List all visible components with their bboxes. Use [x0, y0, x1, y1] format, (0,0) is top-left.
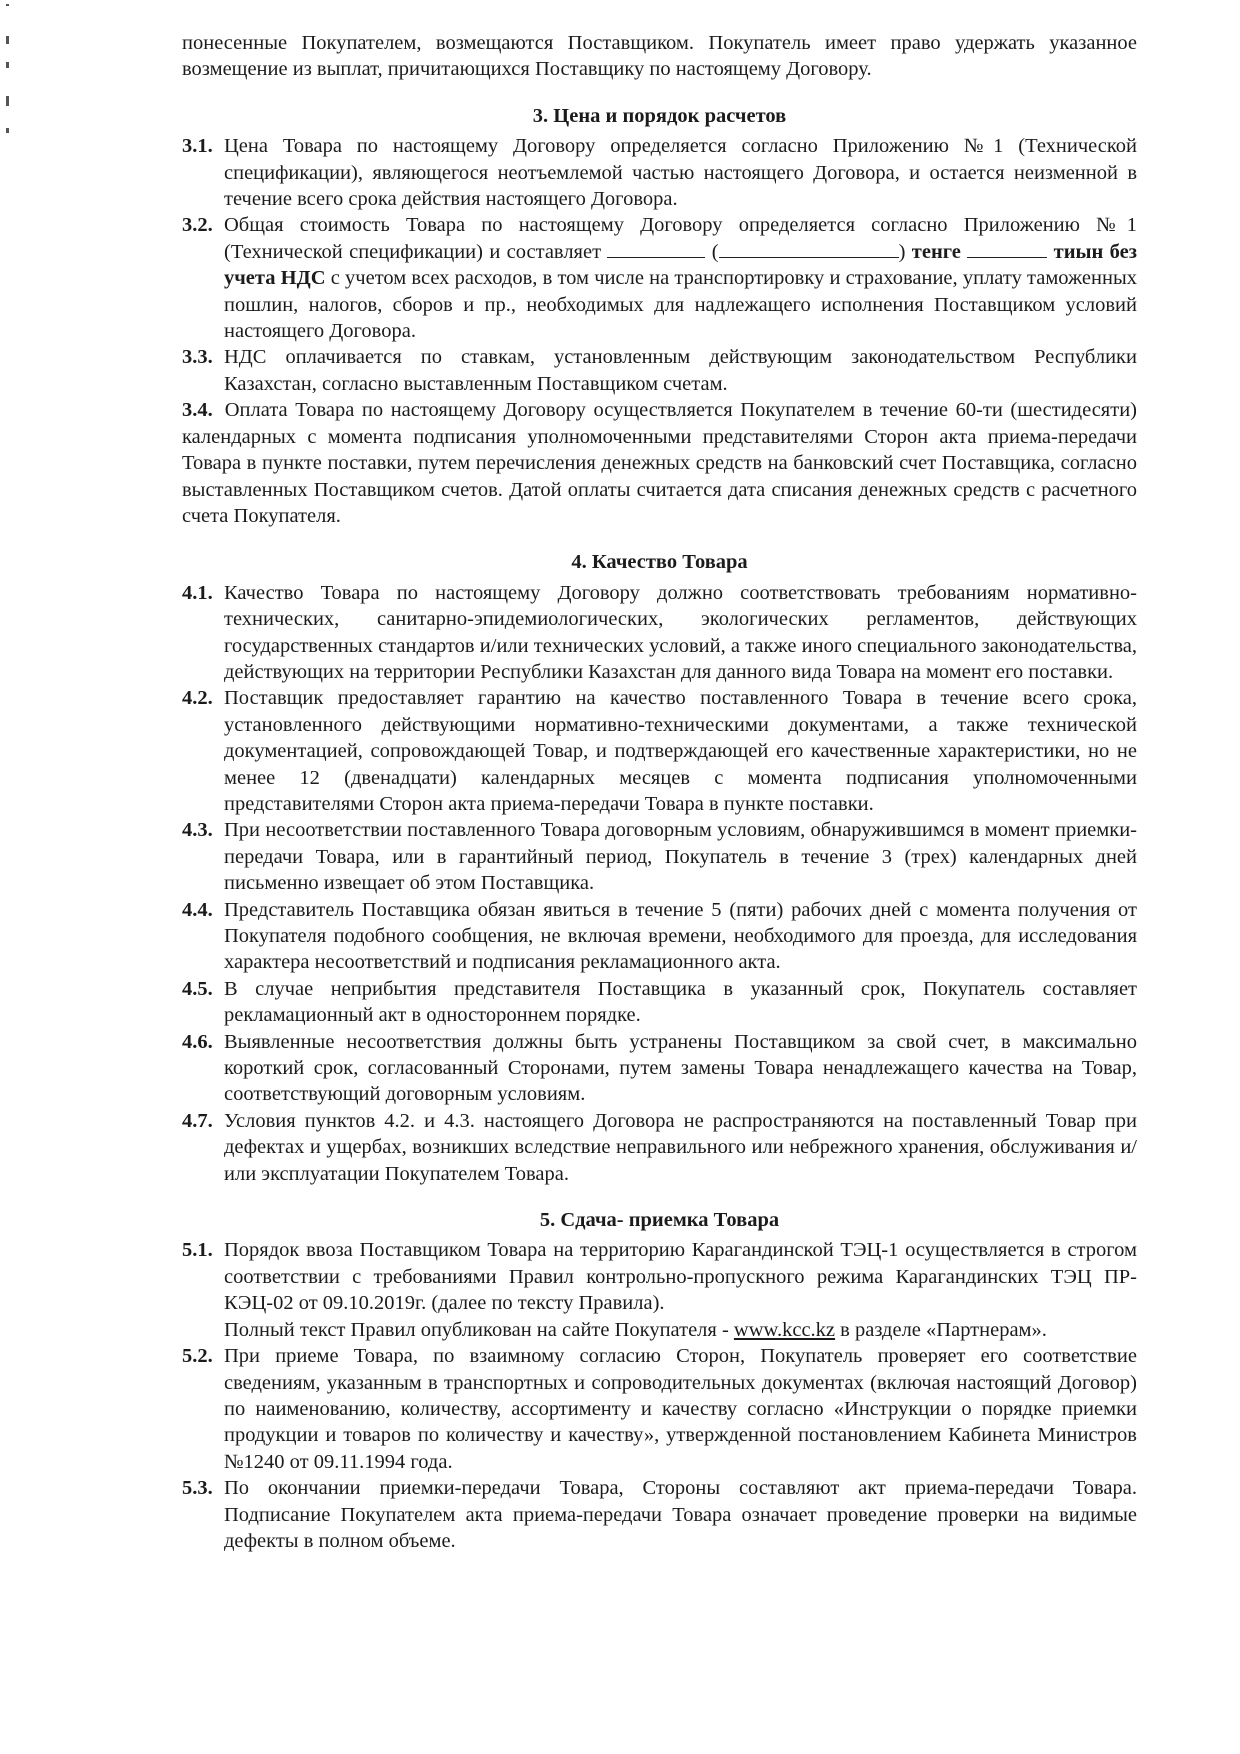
clause-text: Представитель Поставщика обязан явиться в течение 5 (пяти) рабочих дней с момента получения от Покупателя подобного сообщения, не включая времени, необходимого для проезда, для исследования характера несоответствий и подписания рекламационного акта.: [224, 898, 1137, 974]
paren-close: ): [898, 240, 906, 263]
clause-number: 4.6.: [182, 1030, 213, 1053]
clause-4-7: [182, 1108, 1137, 1187]
clause-number: 4.1.: [182, 581, 213, 604]
continuation-text-a: Полный текст Правил опубликован на сайте Покупателя -: [224, 1318, 729, 1341]
clause-number: 4.3.: [182, 819, 213, 842]
clause-5-1: [182, 1237, 1137, 1316]
clause-number: 5.3.: [182, 1477, 213, 1500]
continuation-text-b: в разделе «Партнерам».: [840, 1318, 1047, 1341]
clause-4-3: [182, 817, 1137, 896]
section-4-title: 4. Качество Товара: [571, 551, 748, 574]
clause-number: 5.1.: [182, 1239, 213, 1262]
clause-5-2: [182, 1343, 1137, 1475]
scan-margin-marks: [4, 0, 14, 140]
clause-number: 4.5.: [182, 977, 213, 1000]
clause-text: Оплата Товара по настоящему Договору осуществляется Покупателем в течение 60-ти (шестидесяти) календарных с момента подписания уполномоченными представителями Сторон акта приема-передачи Товара в пункте поставки, путем перечисления денежных средств на банковский счет Поставщика, согласно выставленных Поставщиком счетов. Датой оплаты считается дата списания денежных средств с расчетного счета Покупателя.: [182, 399, 1137, 527]
lead-paragraph: понесенные Покупателем, возмещаются Поставщиком. Покупатель имеет право удержать указанное возмещение из выплат, причитающихся Поставщику по настоящему Договору.: [182, 32, 1137, 81]
paren-open: (: [711, 240, 719, 263]
tiyn-label: тиын без учета НДС: [224, 240, 1137, 290]
clause-number: 3.3.: [182, 346, 213, 369]
clause-text: Качество Товара по настоящему Договору должно соответствовать требованиям нормативно-технических, санитарно-эпидемиологических, экологических регламентов, действующих государственных стандартов и/или технических условий, а также иного специального законодательства, действующих на территории Республики Казахстан для данного вида Товара на момент его поставки.: [224, 581, 1137, 683]
clause-text: В случае неприбытия представителя Поставщика в указанный срок, Покупатель составляет рекламационный акт в одностороннем порядке.: [224, 977, 1137, 1027]
clause-4-5: [182, 976, 1137, 1029]
amount-blank: [607, 239, 705, 258]
clause-text: Выявленные несоответствия должны быть устранены Поставщиком за свой счет, в максимально короткий срок, согласованный Сторонами, путем замены Товара ненадлежащего качества на Товар, соответствующий договорным условиям.: [224, 1030, 1137, 1106]
clause-5-1-continuation: [224, 1317, 1137, 1343]
clause-text: [224, 212, 1137, 344]
clause-text: Цена Товара по настоящему Договору определяется согласно Приложению №1 (Технической спецификации), являющегося неотъемлемой частью настоящего Договора, и остается неизменной в течение всего срока действия настоящего Договора.: [224, 135, 1137, 211]
clause-text: Условия пунктов 4.2. и 4.3. настоящего Договора не распространяются на поставленный Товар при дефектах и ущербах, возникших вследствие неправильного или небрежного хранения, обслуживания и/или эксплуатации Покупателем Товара.: [224, 1109, 1137, 1185]
clause-3-2: [182, 212, 1137, 344]
clause-3-1: [182, 133, 1137, 212]
website-link[interactable]: www.kcc.kz: [733, 1318, 836, 1341]
clause-5-3: [182, 1475, 1137, 1554]
clause-text: Порядок ввоза Поставщиком Товара на территорию Карагандинской ТЭЦ-1 осуществляется в строгом соответствии с требованиями Правил контрольно-пропускного режима Карагандинских ТЭЦ ПР-КЭЦ-02 от 09.10.2019г. (далее по тексту Правила).: [224, 1239, 1137, 1315]
clause-4-1: [182, 580, 1137, 686]
section-5-title: 5. Сдача- приемка Товара: [539, 1209, 780, 1232]
amount-words-blank: [719, 239, 899, 258]
section-5: [182, 1207, 1137, 1554]
clause-number: 3.4.: [182, 399, 213, 422]
section-3-title: 3. Цена и порядок расчетов: [532, 104, 787, 127]
clause-text-b: с учетом всех расходов, в том числе на транспортировку и страхование, уплату таможенных пошлин, налогов, сборов и пр., необходимых для надлежащего исполнения Поставщиком условий настоящего Договора.: [224, 267, 1137, 343]
clause-number: 4.4.: [182, 898, 213, 921]
tenge-label: тенге: [911, 240, 961, 263]
clause-text: Поставщик предоставляет гарантию на качество поставленного Товара в течение всего срока, установленного действующими нормативно-техническими документами, а также технической документацией, сопровождающей Товар, и подтверждающей его качественные характеристики, но не менее 12 (двенадцати) календарных месяцев с момента подписания уполномоченными представителями Сторон акта приема-передачи Товара в пункте поставки.: [224, 687, 1137, 815]
tiyn-blank: [967, 239, 1047, 258]
clause-number: 3.2.: [182, 214, 213, 237]
clause-3-3: [182, 344, 1137, 397]
clause-4-6: [182, 1029, 1137, 1108]
clause-number: 5.2.: [182, 1345, 213, 1368]
clause-4-4: [182, 897, 1137, 976]
clause-text: По окончании приемки-передачи Товара, Стороны составляют акт приема-передачи Товара. Подписание Покупателем акта приема-передачи Товара означает проведение проверки на видимые дефекты в полном объеме.: [224, 1477, 1137, 1552]
clause-text-a: Общая стоимость Товара по настоящему Договору определяется согласно Приложению №1 (Технической спецификации) и составляет: [224, 214, 1137, 263]
section-4: [182, 549, 1137, 1187]
clause-number: 4.2.: [182, 687, 213, 710]
clause-text: При несоответствии поставленного Товара договорным условиям, обнаружившимся в момент приемки-передачи Товара, или в гарантийный период, Покупатель в течение 3 (трех) календарных дней письменно извещает об этом Поставщика.: [224, 819, 1137, 895]
clause-text: При приеме Товара, по взаимному согласию Сторон, Покупатель проверяет его соответствие сведениям, указанным в транспортных и сопроводительных документах (включая настоящий Договор) по наименованию, количеству, ассортименту и качеству согласно «Инструкции о порядке приемки продукции и товаров по количеству и качеству», утвержденной постановлением Кабинета Министров №1240 от 09.11.1994 года.: [224, 1345, 1137, 1473]
clause-3-4: [182, 397, 1137, 529]
clause-4-2: [182, 685, 1137, 817]
contract-page: [182, 30, 1137, 1574]
clause-number: 4.7.: [182, 1109, 213, 1132]
clause-text: НДС оплачивается по ставкам, установленным действующим законодательством Республики Казахстан, согласно выставленным Поставщиком счетам.: [224, 346, 1137, 395]
section-3: [182, 103, 1137, 530]
clause-number: 3.1.: [182, 135, 213, 158]
